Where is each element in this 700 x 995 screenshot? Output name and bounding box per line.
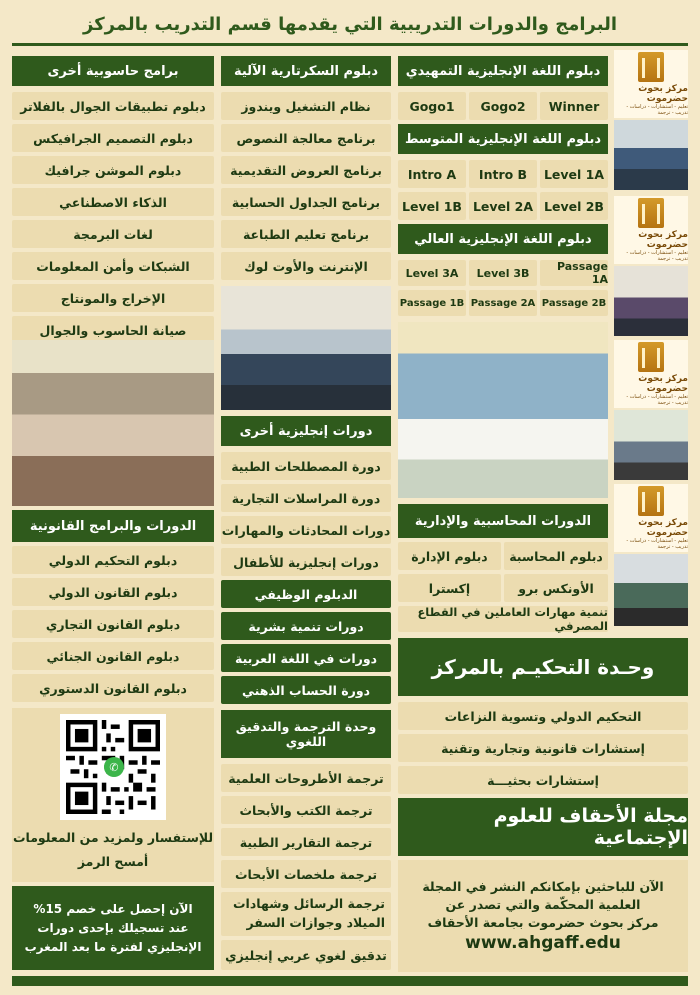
photo-classroom-4 — [614, 554, 688, 626]
level-3a: Level 3A — [398, 260, 466, 286]
legal-title: الدورات والبرامج القانونية — [12, 510, 214, 542]
computer-item: صيانة الحاسوب والجوال — [12, 316, 214, 344]
bottom-bar — [12, 976, 688, 986]
center-logo: مركز بحوث حضرموت تعليم - استشارات - دراسات - تدريب - ترجمة — [614, 50, 688, 118]
center-logo: مركز بحوث حضرموت تعليم - استشارات - دراسات - تدريب - ترجمة — [614, 196, 688, 264]
other-english-item: دورات تنمية بشرية — [221, 612, 391, 640]
other-english-item: دورة المراسلات التجارية — [221, 484, 391, 512]
english-pre-title: دبلوم اللغة الإنجليزية التمهيدي — [398, 56, 608, 86]
photo-classroom-3 — [614, 410, 688, 480]
level-3b: Level 3B — [469, 260, 537, 286]
page-title: البرامج والدورات التدريبية التي يقدمها قسم التدريب بالمركز — [12, 6, 688, 46]
journal-title: مجلة الأحقاف للعلوم الإجتماعية — [398, 798, 688, 856]
computer-item: الذكاء الاصطناعي — [12, 188, 214, 216]
level-intro-b: Intro B — [469, 160, 537, 188]
legal-item: دبلوم القانون الدولي — [12, 578, 214, 606]
level-passage-1b: Passage 1B — [398, 290, 466, 316]
accounting-item: الأونكس برو — [504, 574, 608, 602]
level-1a: Level 1A — [540, 160, 608, 188]
pillar-logo-icon — [638, 198, 664, 228]
other-english-item: دورة المصطلحات الطبية — [221, 452, 391, 480]
translation-item: تدقيق لغوي عربي إنجليزي — [221, 940, 391, 970]
accounting-item: دبلوم الإدارة — [398, 542, 501, 570]
level-passage-2b: Passage 2B — [540, 290, 608, 316]
qr-caption-2: أمسح الرمز — [77, 854, 149, 869]
accounting-item: دبلوم المحاسبة — [504, 542, 608, 570]
center-logo: مركز بحوث حضرموت تعليم - استشارات - دراسات - تدريب - ترجمة — [614, 340, 688, 408]
level-winner: Winner — [540, 92, 608, 120]
computer-item: الإخراج والمونتاج — [12, 284, 214, 312]
pillar-logo-icon — [638, 486, 664, 516]
journal-text: الآن للباحثين بإمكانكم النشر في المجلة العلمية المحكّمة والتي تصدر عن مركز بحوث حضرموت بجامعة الأحقاف www.ahgaff.edu — [398, 860, 688, 972]
accounting-title: الدورات المحاسبية والإدارية — [398, 504, 608, 538]
translation-item: ترجمة الأطروحات العلمية — [221, 764, 391, 792]
arbitration-title: وحـدة التحكيـم بالمركز — [398, 638, 688, 696]
level-gogo2: Gogo2 — [469, 92, 537, 120]
computer-item: دبلوم التصميم الجرافيكس — [12, 124, 214, 152]
accounting-item: تنمية مهارات العاملين في القطاع المصرفي — [398, 606, 608, 632]
translation-title: وحدة الترجمة والتدقيق اللغوي — [221, 710, 391, 758]
secretary-item: برنامج العروض التقديمية — [221, 156, 391, 184]
translation-item: ترجمة الكتب والأبحاث — [221, 796, 391, 824]
secretary-item: برنامج تعليم الطباعة — [221, 220, 391, 248]
level-intro-a: Intro A — [398, 160, 466, 188]
promo-banner: الآن إحصل على خصم 15% عند تسجيلك بإحدى دورات الإنجليزي لفترة ما بعد المغرب — [12, 886, 214, 970]
level-passage-2a: Passage 2A — [469, 290, 537, 316]
computer-item: دبلوم الموشن جرافيك — [12, 156, 214, 184]
qr-panel — [12, 708, 214, 882]
photo-classroom-2 — [614, 266, 688, 336]
center-logo: مركز بحوث حضرموت تعليم - استشارات - دراسات - تدريب - ترجمة — [614, 484, 688, 552]
pillar-logo-icon — [638, 342, 664, 372]
translation-item: ترجمة التقارير الطبية — [221, 828, 391, 856]
photo-audience — [12, 340, 214, 506]
legal-item: دبلوم القانون التجاري — [12, 610, 214, 638]
journal-website-link[interactable]: www.ahgaff.edu — [465, 933, 621, 953]
other-english-item: دورات المحادثات والمهارات — [221, 516, 391, 544]
whatsapp-icon: ✆ — [104, 757, 124, 777]
arbitration-item: إستشارات قانونية وتجارية وتقنية — [398, 734, 688, 762]
computer-title: برامج حاسوبية أخرى — [12, 56, 214, 86]
secretary-item: برنامج الجداول الحسابية — [221, 188, 391, 216]
english-mid-title: دبلوم اللغة الإنجليزية المتوسط — [398, 124, 608, 154]
translation-item: ترجمة ملخصات الأبحاث — [221, 860, 391, 888]
translation-item: ترجمة الرسائل وشهادات الميلاد وجوازات السفر — [221, 892, 391, 936]
computer-item: لغات البرمجة — [12, 220, 214, 248]
level-2a: Level 2A — [469, 192, 537, 220]
secretary-item: نظام التشغيل ويندوز — [221, 92, 391, 120]
computer-item: الشبكات وأمن المعلومات — [12, 252, 214, 280]
secretary-title: دبلوم السكرتارية الآلية — [221, 56, 391, 86]
pillar-logo-icon — [638, 52, 664, 82]
level-1b: Level 1B — [398, 192, 466, 220]
photo-conference — [398, 322, 608, 498]
level-2b: Level 2B — [540, 192, 608, 220]
arbitration-item: إستشارات بحثيـــة — [398, 766, 688, 794]
other-english-item: دورات إنجليزية للأطفال — [221, 548, 391, 576]
legal-item: دبلوم القانون الدستوري — [12, 674, 214, 702]
secretary-item: الإنترنت والأوت لوك — [221, 252, 391, 280]
computer-item: دبلوم تطبيقات الجوال بالفلاتر — [12, 92, 214, 120]
qr-caption-1: للإستفسار ولمزيد من المعلومات — [12, 830, 214, 845]
level-gogo1: Gogo1 — [398, 92, 466, 120]
legal-item: دبلوم القانون الجنائي — [12, 642, 214, 670]
english-high-title: دبلوم اللغة الإنجليزية العالي — [398, 224, 608, 254]
other-english-title: دورات إنجليزية أخرى — [221, 416, 391, 446]
photo-classroom-1 — [614, 120, 688, 190]
other-english-item: الدبلوم الوظيفي — [221, 580, 391, 608]
accounting-item: إكسترا — [398, 574, 501, 602]
photo-computer-lab — [221, 286, 391, 410]
secretary-item: برنامج معالجة النصوص — [221, 124, 391, 152]
legal-item: دبلوم التحكيم الدولي — [12, 546, 214, 574]
arbitration-item: التحكيم الدولي وتسوية النزاعات — [398, 702, 688, 730]
level-passage-1a: Passage 1A — [540, 260, 608, 286]
other-english-item: دورات في اللغة العربية — [221, 644, 391, 672]
other-english-item: دورة الحساب الذهني — [221, 676, 391, 704]
